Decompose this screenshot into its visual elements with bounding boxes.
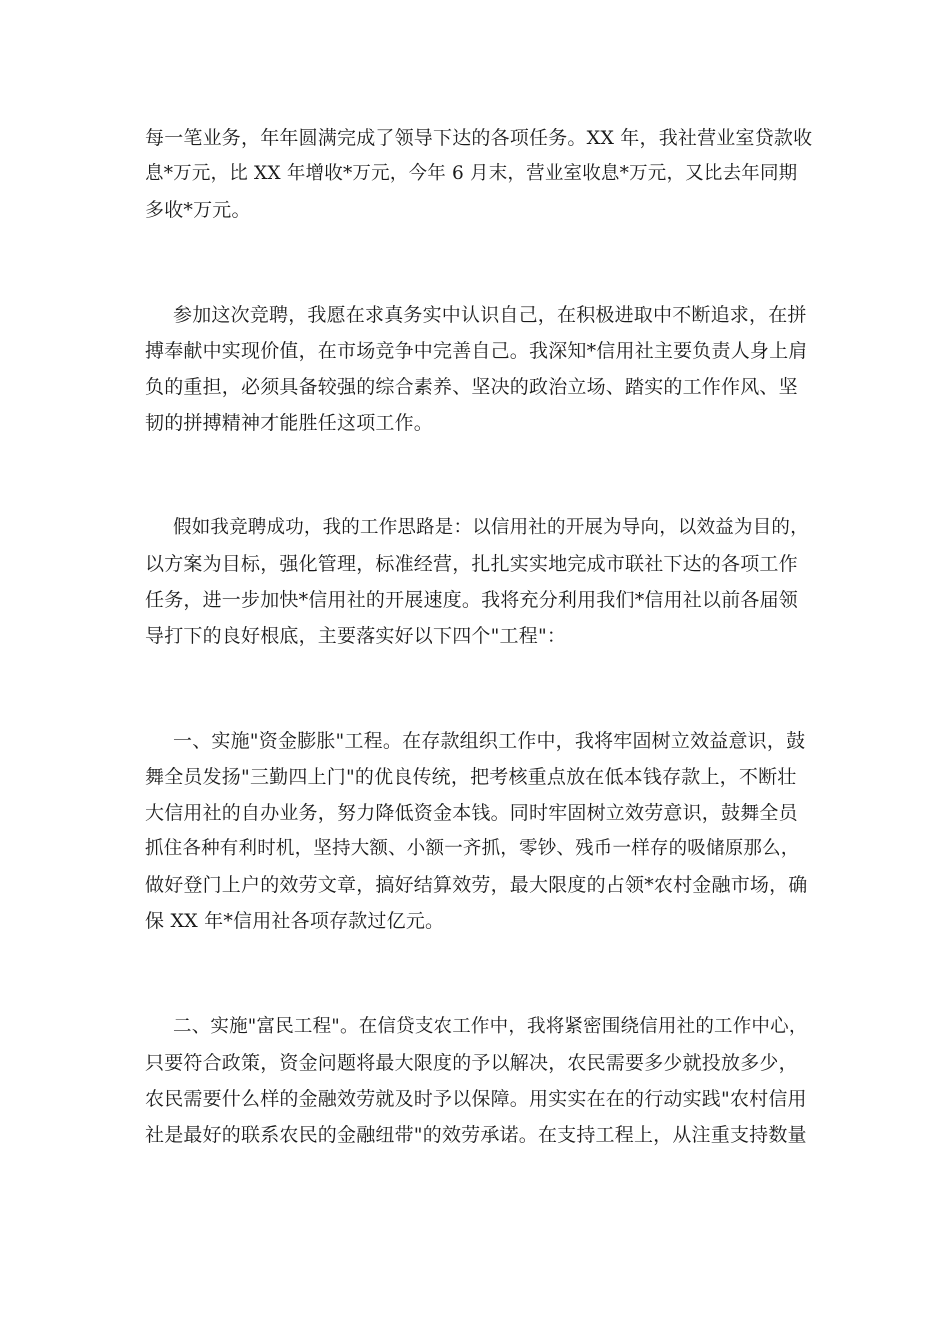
paragraph-line: 参加这次竞聘，我愿在求真务实中认识自己，在积极进取中不断追求，在拼 [173, 304, 807, 326]
paragraph-line: 二、实施"富民工程"。在信贷支农工作中，我将紧密围绕信用社的工作中心， [173, 1016, 808, 1037]
paragraph-line: 息*万元，比 XX 年增收*万元，今年 6 月末，营业室收息*万元，又比去年同期 [145, 163, 798, 184]
paragraph-line: 假如我竞聘成功，我的工作思路是：以信用社的开展为导向，以效益为目的， [173, 517, 809, 538]
paragraph-line: 社是最好的联系农民的金融纽带"的效劳承诺。在支持工程上，从注重支持数量 [145, 1124, 807, 1146]
paragraph-line: 每一笔业务，年年圆满完成了领导下达的各项任务。XX 年，我社营业室贷款收 [145, 127, 813, 149]
paragraph-line: 抓住各种有利时机，坚持大额、小额一齐抓，零钞、残币一样存的吸储原那么， [145, 838, 800, 859]
paragraph-line: 导打下的良好根底，主要落实好以下四个"工程"： [145, 625, 567, 647]
paragraph-line: 保 XX 年*信用社各项存款过亿元。 [145, 910, 445, 932]
paragraph-line: 韧的拼搏精神才能胜任这项工作。 [145, 412, 434, 434]
paragraph-line: 多收*万元。 [145, 199, 251, 221]
paragraph-line: 舞全员发扬"三勤四上门"的优良传统，把考核重点放在低本钱存款上，不断壮 [145, 766, 797, 788]
paragraph-line: 做好登门上户的效劳文章，搞好结算效劳，最大限度的占领*农村金融市场，确 [145, 874, 808, 896]
paragraph-line: 一、实施"资金膨胀"工程。在存款组织工作中，我将牢固树立效益意识，鼓 [173, 730, 806, 752]
paragraph-line: 以方案为目标，强化管理，标准经营，扎扎实实地完成市联社下达的各项工作 [145, 553, 798, 575]
paragraph-line: 任务，进一步加快*信用社的开展速度。我将充分利用我们*信用社以前各届领 [145, 589, 799, 611]
paragraph-line: 只要符合政策，资金问题将最大限度的予以解决，农民需要多少就投放多少， [145, 1052, 798, 1074]
paragraph-line: 搏奉献中实现价值，在市场竞争中完善自己。我深知*信用社主要负责人身上肩 [145, 340, 808, 362]
paragraph-line: 大信用社的自办业务，努力降低资金本钱。同时牢固树立效劳意识，鼓舞全员 [145, 802, 798, 824]
paragraph-line: 农民需要什么样的金融效劳就及时予以保障。用实实在在的行动实践"农村信用 [145, 1088, 807, 1110]
paragraph-line: 负的重担，必须具备较强的综合素养、坚决的政治立场、踏实的工作作风、坚 [145, 376, 798, 398]
